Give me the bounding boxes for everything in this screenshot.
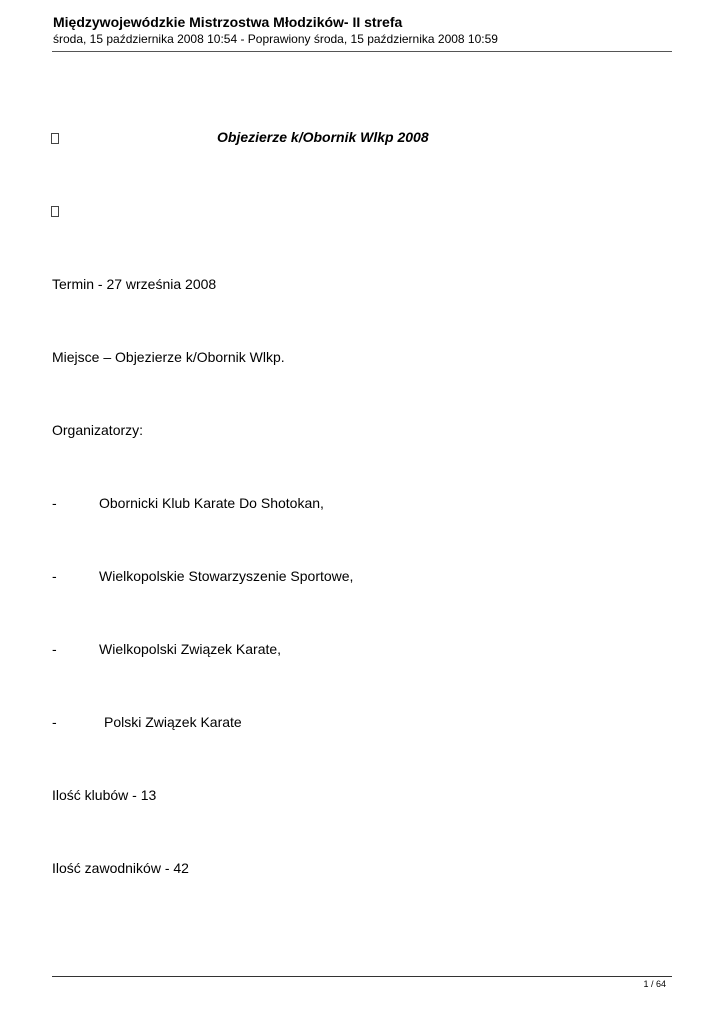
termin-line: Termin - 27 września 2008 [52, 276, 217, 292]
clubs-count-line: Ilość klubów - 13 [52, 787, 157, 803]
list-bullet: - [52, 641, 57, 657]
organizer-item: Obornicki Klub Karate Do Shotokan, [99, 495, 324, 511]
list-bullet: - [52, 495, 57, 511]
document-title: Międzywojewódzkie Mistrzostwa Młodzików- II strefa [53, 14, 403, 30]
organizer-item: Wielkopolskie Stowarzyszenie Sportowe, [99, 568, 354, 584]
organizers-label: Organizatorzy: [52, 422, 144, 438]
organizer-item: Polski Związek Karate [104, 714, 242, 730]
missing-glyph-icon [51, 206, 59, 217]
missing-glyph-icon [51, 133, 59, 144]
competitors-count-line: Ilość zawodników - 42 [52, 860, 189, 876]
header-divider [52, 51, 672, 52]
page-number: 1 / 64 [643, 979, 666, 989]
footer-divider [52, 976, 672, 977]
document-dates: środa, 15 października 2008 10:54 - Poprawiony środa, 15 października 2008 10:59 [53, 32, 498, 46]
miejsce-line: Miejsce – Objezierze k/Obornik Wlkp. [52, 349, 285, 365]
organizer-item: Wielkopolski Związek Karate, [99, 641, 282, 657]
event-title: Objezierze k/Obornik Wlkp 2008 [217, 129, 429, 145]
list-bullet: - [52, 714, 57, 730]
list-bullet: - [52, 568, 57, 584]
